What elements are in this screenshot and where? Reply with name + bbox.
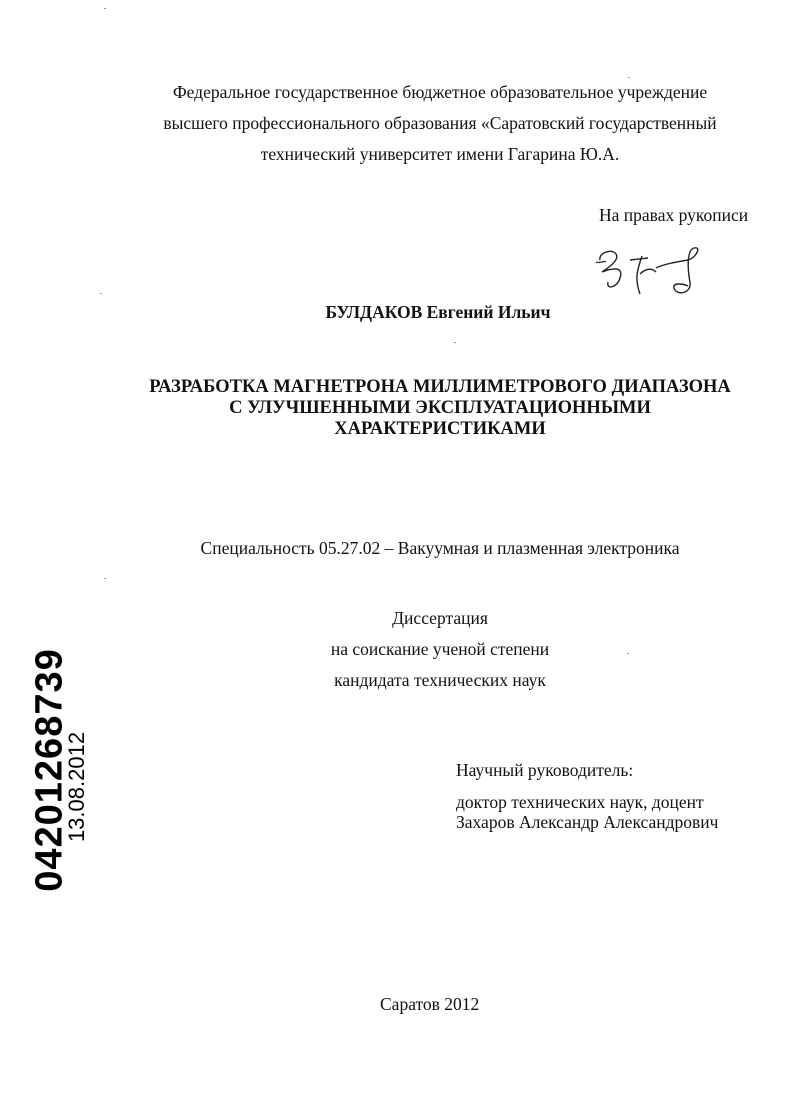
city-year: Саратов 2012 [380, 994, 480, 1014]
scan-speck [627, 653, 629, 654]
degree-line-3: кандидата технических наук [334, 670, 546, 690]
specialty-line: Специальность 05.27.02 – Вакуумная и плазменная электроника [200, 538, 680, 558]
institution-line-1: Федеральное государственное бюджетное образовательное учреждение [172, 82, 708, 102]
advisor-name: Захаров Александр Александрович [456, 812, 719, 832]
title-line-2: С УЛУЧШЕННЫМИ ЭКСПЛУАТАЦИОННЫМИ [229, 398, 651, 418]
degree-line-1: Диссертация [392, 608, 488, 628]
advisor-degree: доктор технических наук, доцент [456, 792, 704, 812]
title-line-3: ХАРАКТЕРИСТИКАМИ [334, 419, 546, 439]
institution-header [100, 77, 780, 170]
library-stamp-date: 13.08.2012 [64, 731, 89, 843]
dissertation-title [120, 377, 760, 440]
scan-speck [454, 342, 456, 343]
library-stamp-number: 04201268739 [28, 648, 71, 892]
degree-block [250, 603, 630, 696]
advisor-label: Научный руководитель: [456, 760, 634, 780]
scan-speck [104, 578, 106, 579]
advisor-block [456, 760, 718, 832]
degree-line-2: на соискание ученой степени [330, 639, 550, 659]
institution-line-2: высшего профессионального образования «Саратовский государственный [163, 113, 717, 133]
institution-line-3: технический университет имени Гагарина Ю.А. [260, 144, 620, 164]
rights-note: На правах рукописи [599, 205, 749, 225]
author-name: БУЛДАКОВ Евгений Ильич [325, 302, 551, 322]
handwritten-signature [590, 238, 710, 300]
scan-speck [628, 77, 630, 78]
scan-speck [104, 8, 106, 9]
title-line-1: РАЗРАБОТКА МАГНЕТРОНА МИЛЛИМЕТРОВОГО ДИАПАЗОНА [149, 377, 731, 397]
scan-speck [100, 293, 102, 294]
